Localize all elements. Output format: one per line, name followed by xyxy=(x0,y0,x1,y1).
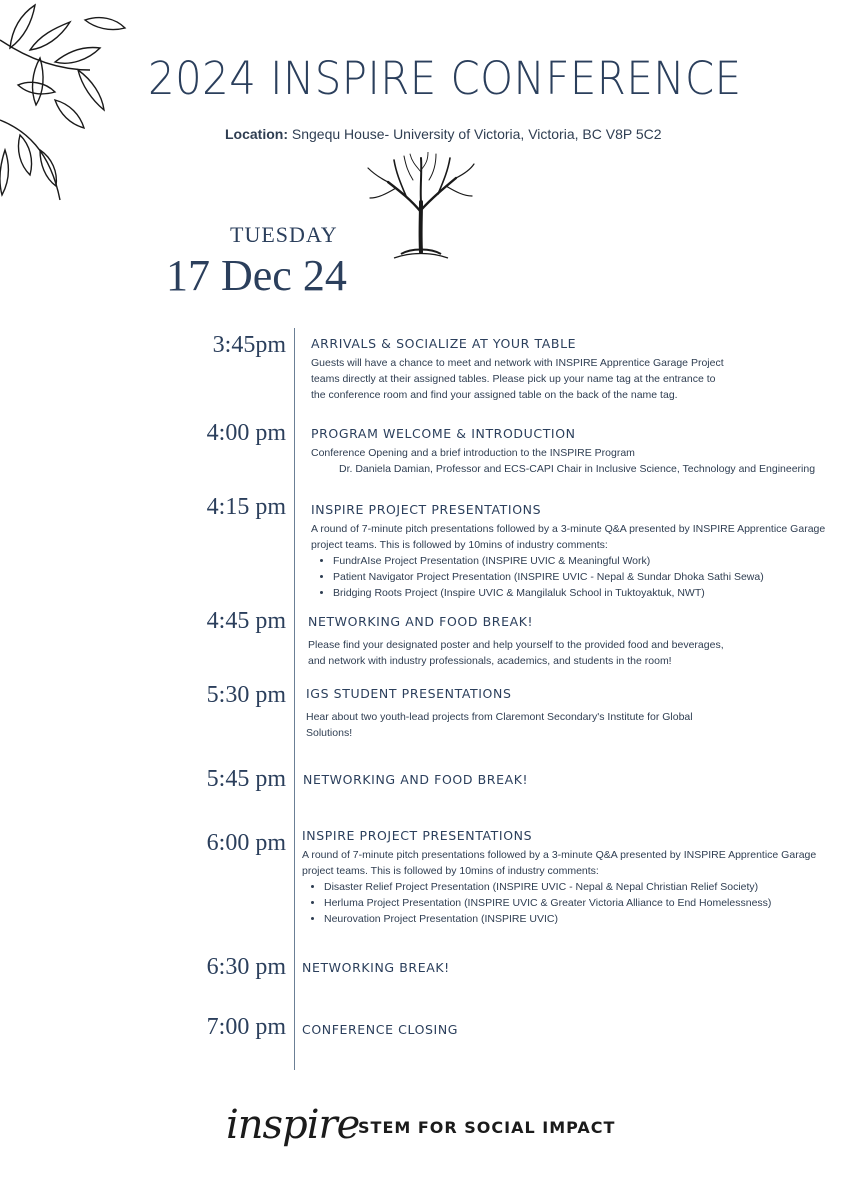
speaker-line: Dr. Daniela Damian, Professor and ECS-CAPI Chair in Inclusive Science, Technology and Engineering xyxy=(339,463,816,475)
event-day: TUESDAY xyxy=(230,222,338,247)
schedule-item xyxy=(306,686,836,741)
list-item: • Bridging Roots Project (Inspire UVIC & Mangilaluk School in Tuktoyaktuk, NWT) xyxy=(333,585,841,601)
time-label: 3:45pm xyxy=(212,332,286,358)
event-title: INSPIRE PROJECT PRESENTATIONS xyxy=(302,828,533,843)
schedule-item xyxy=(311,336,831,403)
event-title: NETWORKING AND FOOD BREAK! xyxy=(303,772,529,787)
timeline-divider xyxy=(294,328,295,1070)
time-label: 6:30 pm xyxy=(206,954,286,980)
event-title: PROGRAM WELCOME & INTRODUCTION xyxy=(311,426,576,441)
location-label: Location: xyxy=(225,126,288,142)
event-description xyxy=(311,445,841,477)
description-line: project teams. This is followed by 10mins of industry comments: xyxy=(302,865,599,877)
event-date: 17 Dec 24 xyxy=(166,251,347,300)
time-label: 5:30 pm xyxy=(206,682,286,708)
description-line: the conference room and find your assigned table on the back of the name tag. xyxy=(311,389,678,401)
schedule-item xyxy=(302,960,832,975)
page-title: 2024 INSPIRE CONFERENCE xyxy=(148,52,742,105)
event-title: CONFERENCE CLOSING xyxy=(302,1022,459,1037)
description-line: project teams. This is followed by 10mins of industry comments: xyxy=(311,539,608,551)
time-label: 7:00 pm xyxy=(206,1014,286,1040)
description-line: and network with industry professionals, academics, and students in the room! xyxy=(308,655,672,667)
footer-tagline: STEM FOR SOCIAL IMPACT xyxy=(358,1118,616,1137)
list-item: • Disaster Relief Project Presentation (INSPIRE UVIC - Nepal & Nepal Christian Relief Society) xyxy=(324,879,842,895)
event-description xyxy=(311,355,831,403)
schedule-item xyxy=(302,1022,832,1037)
event-title: NETWORKING BREAK! xyxy=(302,960,450,975)
event-title: ARRIVALS & SOCIALIZE AT YOUR TABLE xyxy=(311,336,577,351)
time-label: 4:45 pm xyxy=(206,608,286,634)
description-line: A round of 7-minute pitch presentations followed by a 3-minute Q&A presented by INSPIRE Apprentice Garage xyxy=(302,849,817,861)
event-description xyxy=(302,847,842,927)
description-line: Solutions! xyxy=(306,727,353,739)
time-label: 5:45 pm xyxy=(206,766,286,792)
time-label: 4:00 pm xyxy=(206,420,286,446)
location-line xyxy=(225,126,662,142)
description-line: Guests will have a chance to meet and network with INSPIRE Apprentice Garage Project xyxy=(311,357,724,369)
project-list xyxy=(302,879,842,927)
event-description xyxy=(311,521,841,601)
list-item: • Herluma Project Presentation (INSPIRE UVIC & Greater Victoria Alliance to End Homelessness) xyxy=(324,895,842,911)
project-list xyxy=(311,553,841,601)
event-title: INSPIRE PROJECT PRESENTATIONS xyxy=(311,502,542,517)
description-line: Conference Opening and a brief introduction to the INSPIRE Program xyxy=(311,447,635,459)
schedule-item xyxy=(311,502,841,601)
event-description xyxy=(308,637,838,669)
inspire-logo: inspire xyxy=(226,1102,360,1148)
list-item: • FundrAIse Project Presentation (INSPIRE UVIC & Meaningful Work) xyxy=(333,553,841,569)
schedule-item xyxy=(303,772,833,787)
leaf-branch-illustration xyxy=(0,0,140,230)
tree-illustration xyxy=(366,152,476,260)
event-title: NETWORKING AND FOOD BREAK! xyxy=(308,614,534,629)
description-line: teams directly at their assigned tables. Please pick up your name tag at the entrance to xyxy=(311,373,716,385)
time-label: 6:00 pm xyxy=(206,830,286,856)
schedule-item xyxy=(311,426,841,477)
description-line: A round of 7-minute pitch presentations followed by a 3-minute Q&A presented by INSPIRE Apprentice Garage xyxy=(311,523,826,535)
schedule-item xyxy=(308,614,838,669)
location-value: Sngequ House- University of Victoria, Victoria, BC V8P 5C2 xyxy=(291,126,662,142)
time-label: 4:15 pm xyxy=(206,494,286,520)
event-title: IGS STUDENT PRESENTATIONS xyxy=(306,686,512,701)
schedule-item xyxy=(302,828,842,927)
list-item: • Neurovation Project Presentation (INSPIRE UVIC) xyxy=(324,911,842,927)
description-line: Please find your designated poster and help yourself to the provided food and beverages, xyxy=(308,639,724,651)
list-item: • Patient Navigator Project Presentation (INSPIRE UVIC - Nepal & Sundar Dhoka Sathi Sewa) xyxy=(333,569,841,585)
event-description xyxy=(306,709,836,741)
description-line: Hear about two youth-lead projects from Claremont Secondary's Institute for Global xyxy=(306,711,693,723)
